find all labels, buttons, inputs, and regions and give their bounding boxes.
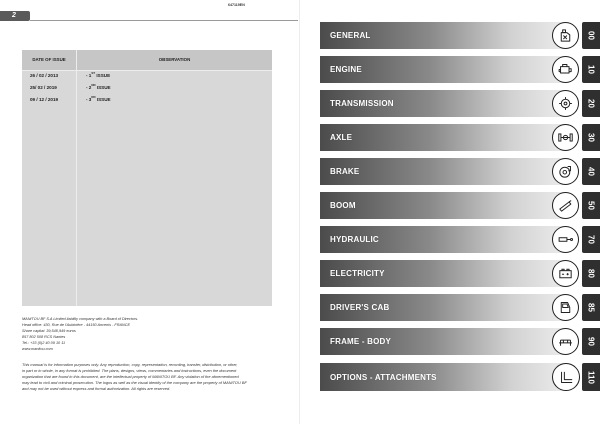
company-website-link[interactable]: www.manitou.com [22,347,53,351]
section-tab-bar [320,158,566,185]
table-row [22,82,272,94]
section-tab-brake[interactable] [320,158,600,185]
section-tab-bar [320,260,566,287]
hydraulic-cylinder-icon [552,226,579,253]
section-title: BRAKE [330,167,360,176]
page-gutter [299,0,300,424]
observation [86,70,110,82]
section-tab-general[interactable] [320,22,600,49]
section-number: 40 [582,158,600,185]
disclaimer-line: organization that are found in this document, are the intellectual property of MANITOU BF. Any violation of the aforementioned [22,374,239,379]
table-row [22,70,272,82]
section-tab-bar [320,192,566,219]
ordinal-suffix: ND [91,82,96,87]
section-number: 30 [582,124,600,151]
section-title: AXLE [330,133,353,142]
section-title: TRANSMISSION [330,99,394,108]
section-number: 85 [582,294,600,321]
chassis-icon [552,328,579,355]
copyright-disclaimer [22,362,247,392]
section-title: GENERAL [330,31,371,40]
section-tab-boom[interactable] [320,192,600,219]
observation-prefix: - 3 [86,97,92,102]
section-title: ENGINE [330,65,362,74]
disclaimer-line: in part or in whole, in any format is prohibited. The plans, designs, views, commentaries and instructions, even the document [22,368,237,373]
section-number: 10 [582,56,600,83]
issue-date: 25/ 02 / 2019 [30,85,57,90]
section-tab-bar [320,124,566,151]
section-title: HYDRAULIC [330,235,379,244]
gearbox-icon [552,90,579,117]
section-number: 50 [582,192,600,219]
section-tab-bar [320,294,566,321]
company-phone-line: Tel.: +33 (0)2 40 09 10 11 [22,341,66,345]
section-number: 110 [582,363,600,391]
jerrycan-icon [552,22,579,49]
section-tab-bar [320,56,566,83]
section-tab-engine[interactable] [320,56,600,83]
boom-icon [552,192,579,219]
column-header-observation: OBSERVATION [77,50,272,70]
ordinal-suffix: ST [91,70,96,75]
section-title: DRIVER'S CAB [330,303,390,312]
company-registration-line: 857 802 508 RCS Nantes [22,335,66,339]
section-tab-bar [320,90,566,117]
ordinal-suffix: RD [91,94,96,99]
section-tab-options-attachments[interactable] [320,363,600,391]
page-number-tab: 2 [0,11,30,21]
company-info [22,316,138,352]
section-number: 90 [582,328,600,355]
section-title: ELECTRICITY [330,269,385,278]
observation-text: ISSUE [95,85,111,90]
section-title: OPTIONS - ATTACHMENTS [330,372,437,382]
disclaimer-line: may lead to civil and criminal prosecution. The logos as well as the visual identity of the company are the property of MANITOU BF [22,380,247,385]
section-number: 80 [582,260,600,287]
forks-icon [552,363,580,391]
revision-table [22,50,272,306]
section-tab-electricity[interactable] [320,260,600,287]
section-tab-bar [320,328,566,355]
section-tab-drivers-cab[interactable] [320,294,600,321]
observation [86,82,111,94]
company-address-line: Head office: 430, Rue de l'Aubinière - 44150 Ancenis - FRANCE [22,323,131,327]
section-tab-axle[interactable] [320,124,600,151]
header-divider [30,20,298,21]
section-tab-bar [320,22,566,49]
issue-date: 09 / 12 / 2019 [30,97,59,102]
battery-icon [552,260,579,287]
section-tab-bar [320,363,566,391]
disclaimer-line: and may not be used without express and formal authorization. All rights are reserved. [22,386,171,391]
section-number: 70 [582,226,600,253]
section-tab-bar [320,226,566,253]
observation-prefix: - 2 [86,85,92,90]
section-tab-hydraulic[interactable] [320,226,600,253]
brake-disc-icon [552,158,579,185]
section-number: 00 [582,22,600,49]
observation-prefix: - 1 [86,73,92,78]
observation [86,94,111,106]
table-row [22,94,272,106]
section-tab-frame-body[interactable] [320,328,600,355]
document-reference: 647119EN [228,3,245,7]
section-tab-transmission[interactable] [320,90,600,117]
issue-date: 26 / 02 / 2013 [30,73,59,78]
company-capital-line: Share capital: 39,548,949 euros [22,329,76,333]
engine-icon [552,56,579,83]
observation-text: ISSUE [95,73,111,78]
observation-text: ISSUE [95,97,111,102]
column-header-date: DATE OF ISSUE [22,50,76,70]
cab-icon [552,294,579,321]
company-legal-line: MANITOU BF S.A Limited liability company with a Board of Directors. [22,317,139,321]
section-title: BOOM [330,201,356,210]
section-title: FRAME - BODY [330,337,392,346]
disclaimer-line: This manual is for information purposes only. Any reproduction, copy, representation, recording, transfer, distribution, or other, [22,362,238,367]
axle-icon [552,124,579,151]
section-number: 20 [582,90,600,117]
